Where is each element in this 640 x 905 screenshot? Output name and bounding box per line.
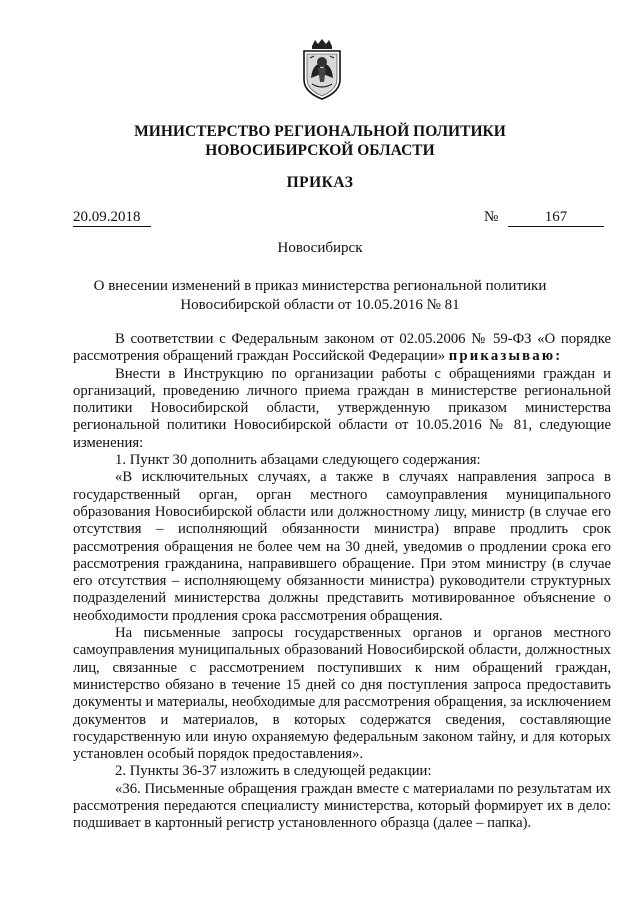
subject-line1: О внесении изменений в приказ министерства региональной политики [93,278,547,294]
number-sign: № [484,209,499,225]
coat-of-arms-emblem [300,38,344,100]
body-paragraph: «В исключительных случаях, а также в случаях направления запроса в государственный орган, орган местного самоуправления муниципального образования Новосибирской области или должностному лицу, министр (в случае его отсутствия – исполняющий обязанности министра) вправе продлить срок рассмотрения обращения не более чем на 30 дней, уведомив о продлении срока его рассмотрения гражданина, направившего обращение. При этом министру (в случае его отсутствия – исполняющему обязанности министра) руководители структурных подразделений министерства должны представить мотивированное объяснение о необходимости продления срока рассмотрения обращения. [73,469,611,624]
preamble-text: В соответствии с Федеральным законом от 02.05.2006 № 59-ФЗ «О порядке рассмотрения обращений граждан Российской Федерации» [73,331,611,365]
body-paragraph: 1. Пункт 30 дополнить абзацами следующего содержания: [115,452,481,469]
ministry-name-line1: МИНИСТЕРСТВО РЕГИОНАЛЬНОЙ ПОЛИТИКИ [134,123,506,140]
subject-line2: Новосибирской области от 10.05.2016 № 81 [180,297,460,313]
body-paragraph: 2. Пункты 36-37 изложить в следующей редакции: [115,763,432,780]
city-name: Новосибирск [277,240,363,256]
ministry-name-line2: НОВОСИБИРСКОЙ ОБЛАСТИ [205,142,435,159]
body-paragraph: Внести в Инструкцию по организации работы с обращениями граждан и организаций, проведению личного приема граждан в министерстве региональной политики Новосибирской области, утвержденную приказом министерства региональной политики Новосибирской области от 10.05.2016 № 81, следующие изменения: [73,365,611,451]
document-body [73,331,611,833]
ministry-name [0,122,640,160]
document-subject [0,277,640,315]
body-paragraph: На письменные запросы государственных органов и органов местного самоуправления муниципальных образований Новосибирской области, должностных лиц, связанные с рассмотрением поступивших к ним обращений граждан, министерство обязано в течение 15 дней со дня поступления запроса предоставить документы и материалы, необходимые для рассмотрения обращения, за исключением документов и материалов, в которых содержатся сведения, составляющие государственную или иную охраняемую федеральным законом тайну, и для которых установлен особый порядок предоставления». [73,625,611,763]
body-paragraph-preamble [73,331,611,366]
document-number: 167 [508,209,604,227]
document-date: 20.09.2018 [73,209,151,227]
document-type: ПРИКАЗ [286,174,354,191]
body-paragraph: «36. Письменные обращения граждан вместе с материалами по результатам их рассмотрения передаются специалисту министерства, который формирует их в дело: подшивает в картонный регистр установленного образца (далее – папка). [73,780,611,832]
order-word: приказываю: [448,348,563,365]
